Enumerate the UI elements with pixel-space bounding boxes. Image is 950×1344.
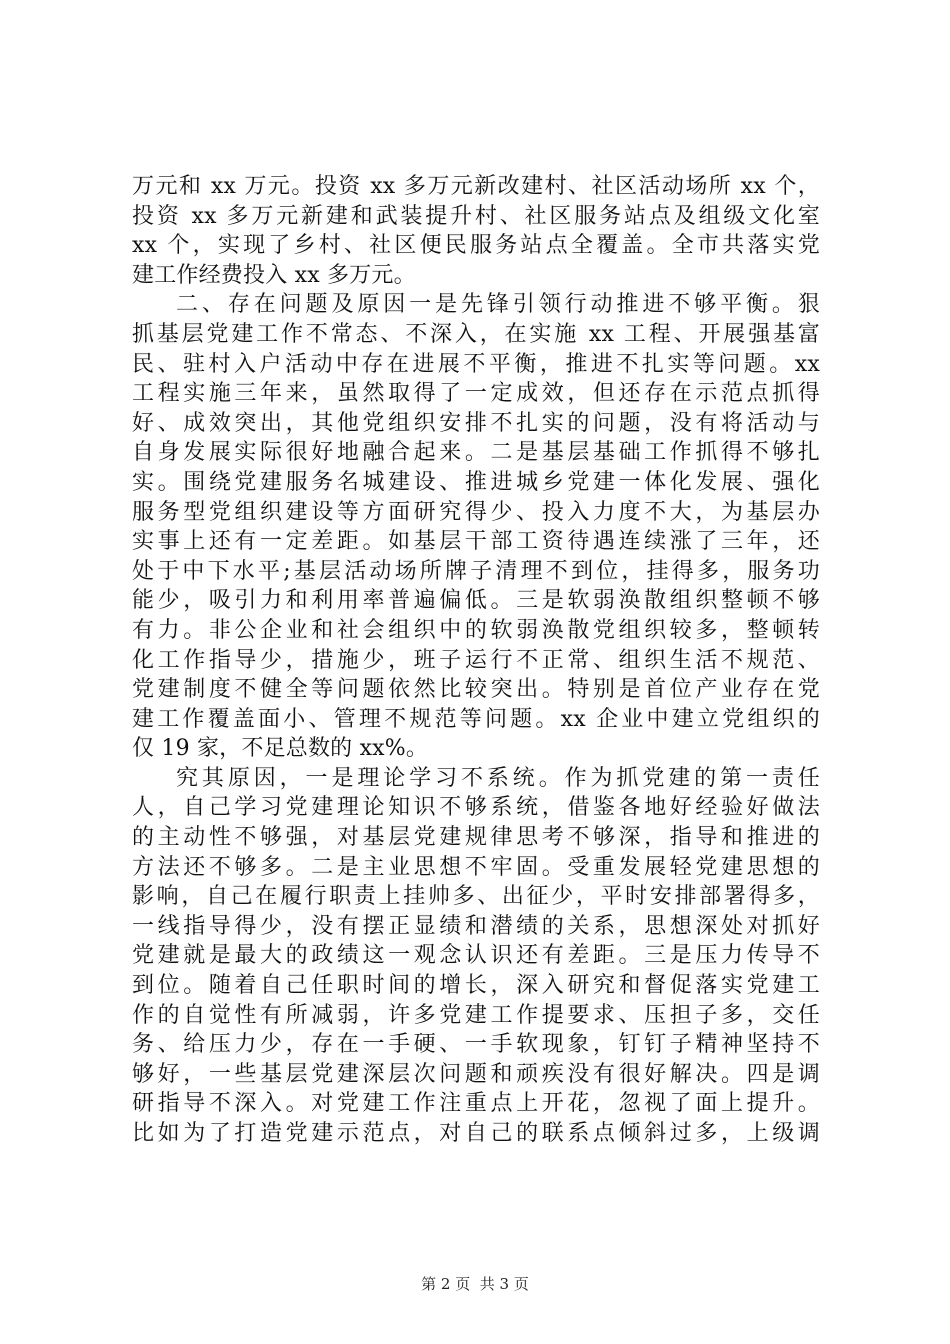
text-line: 建工作经费投入 xx 多万元。 (132, 262, 416, 288)
text-line: 党建制度不健全等问题依然比较突出。特别是首位产业存在党 (132, 677, 820, 703)
text-line: 到位。随着自己任职时间的增长，深入研究和督促落实党建工 (132, 973, 820, 999)
text-line: xx 个，实现了乡村、社区便民服务站点全覆盖。全市共落实党 (132, 233, 820, 259)
page-number: 第 2 页 共 3 页 (421, 1275, 529, 1293)
text-line: 工程实施三年来，虽然取得了一定成效，但还存在示范点抓得 (132, 381, 820, 407)
text-line: 党建就是最大的政绩这一观念认识还有差距。三是压力传导不 (132, 943, 820, 969)
text-line: 自身发展实际很好地融合起来。二是基层基础工作抓得不够扎 (132, 440, 820, 466)
text-line: 建工作覆盖面小、管理不规范等问题。xx 企业中建立党组织的 (132, 706, 820, 732)
text-line: 处于中下水平;基层活动场所牌子清理不到位，挂得多，服务功 (132, 558, 820, 584)
text-line: 化工作指导少，措施少，班子运行不正常、组织生活不规范、 (132, 647, 820, 673)
text-line: 仅 19 家，不足总数的 xx%。 (132, 736, 429, 762)
text-line: 一线指导得少，没有摆正显绩和潜绩的关系，思想深处对抓好 (132, 913, 820, 939)
document-body (132, 172, 820, 1149)
text-line: 影响，自己在履行职责上挂帅多、出征少，平时安排部署得多， (132, 884, 820, 910)
text-line: 抓基层党建工作不常态、不深入，在实施 xx 工程、开展强基富 (132, 321, 820, 347)
text-line: 实事上还有一定差距。如基层干部工资待遇连续涨了三年，还 (132, 529, 820, 555)
paragraph-start-line: 二、存在问题及原因一是先锋引领行动推进不够平衡。狠 (176, 292, 820, 318)
text-line: 的主动性不够强，对基层党建规律思考不够深，指导和推进的 (132, 825, 820, 851)
text-line: 好、成效突出，其他党组织安排不扎实的问题，没有将活动与 (132, 410, 820, 436)
text-line: 人，自己学习党建理论知识不够系统，借鉴各地好经验好做法 (132, 795, 820, 821)
text-line: 务、给压力少，存在一手硬、一手软现象，钉钉子精神坚持不 (132, 1032, 820, 1058)
paragraph-start-line: 究其原因，一是理论学习不系统。作为抓党建的第一责任 (176, 765, 820, 791)
text-line: 方法还不够多。二是主业思想不牢固。受重发展轻党建思想的 (132, 854, 820, 880)
text-line: 服务型党组织建设等方面研究得少、投入力度不大，为基层办 (132, 499, 820, 525)
page-footer (0, 1274, 950, 1294)
text-line: 比如为了打造党建示范点，对自己的联系点倾斜过多，上级调 (132, 1121, 820, 1146)
text-line: 够好，一些基层党建深层次问题和顽疾没有很好解决。四是调 (132, 1061, 820, 1087)
text-line: 能少，吸引力和利用率普遍偏低。三是软弱涣散组织整顿不够 (132, 588, 820, 614)
text-line: 作的自觉性有所减弱，许多党建工作提要求、压担子多，交任 (132, 1002, 820, 1028)
text-line: 万元和 xx 万元。投资 xx 多万元新改建村、社区活动场所 xx 个， (132, 174, 820, 199)
text-line: 研指导不深入。对党建工作注重点上开花，忽视了面上提升。 (132, 1091, 820, 1117)
text-line: 实。围绕党建服务名城建设、推进城乡党建一体化发展、强化 (132, 469, 820, 495)
text-line: 民、驻村入户活动中存在进展不平衡，推进不扎实等问题。xx (132, 351, 820, 377)
text-line: 投资 xx 多万元新建和武装提升村、社区服务站点及组级文化室 (132, 203, 820, 229)
text-line: 有力。非公企业和社会组织中的软弱涣散党组织较多，整顿转 (132, 617, 820, 643)
